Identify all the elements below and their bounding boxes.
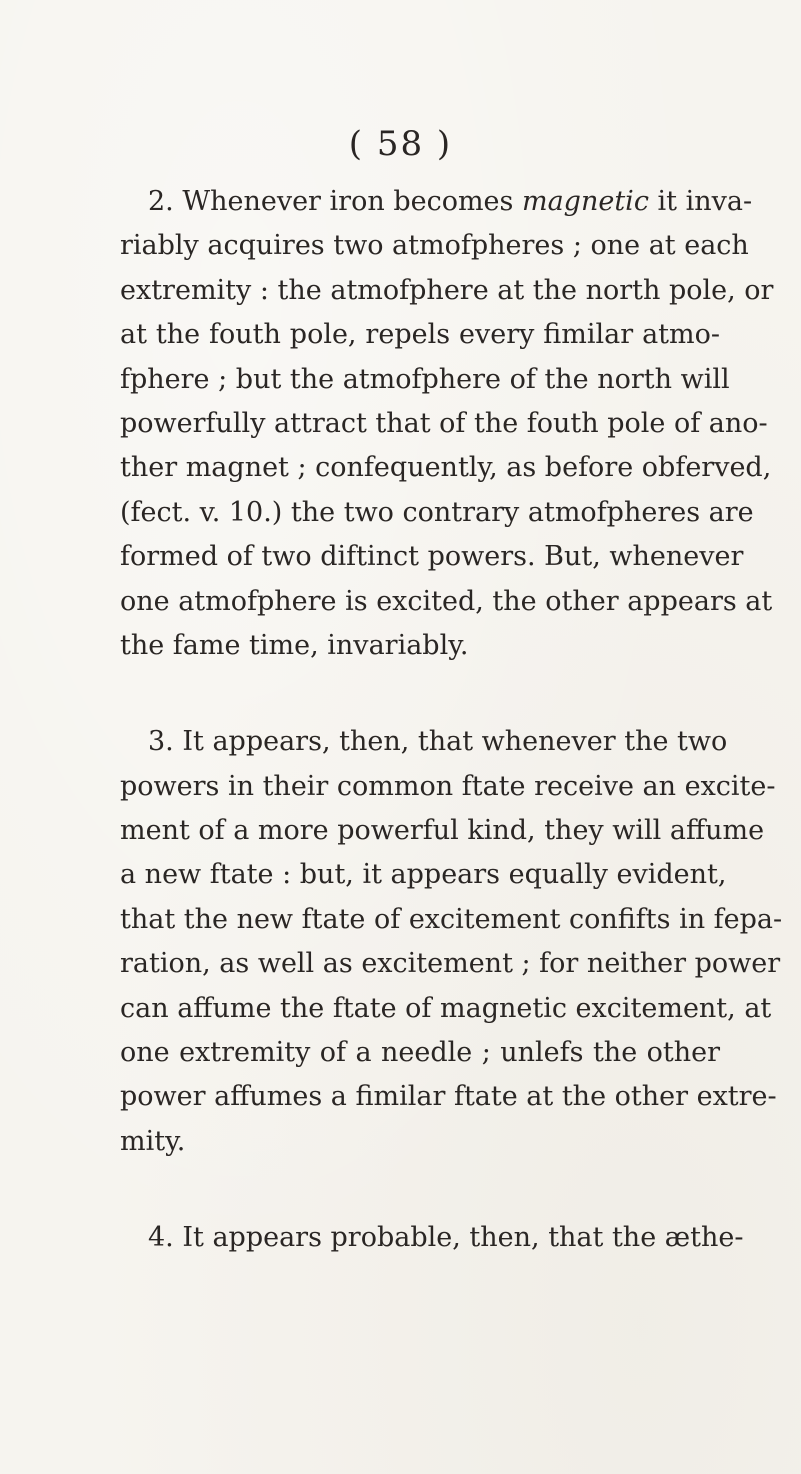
paragraph-4 bbox=[120, 1216, 744, 1260]
text-line: at the fouth pole, repels every fimilar atmo- bbox=[120, 319, 720, 351]
text-line: one atmofphere is excited, the other appears at bbox=[120, 585, 773, 617]
page-number: ( 58 ) bbox=[348, 124, 453, 164]
text-line: fphere ; but the atmofphere of the north will bbox=[120, 363, 730, 395]
text-line: 3. It appears, then, that whenever the two bbox=[148, 726, 728, 758]
text-line: a new ftate : but, it appears equally evident, bbox=[120, 859, 727, 891]
text-line: the fame time, invariably. bbox=[120, 629, 469, 661]
text-line: powers in their common ftate receive an excite- bbox=[120, 770, 776, 802]
text-line: ther magnet ; confequently, as before obferved, bbox=[120, 452, 772, 484]
paragraph-gap bbox=[120, 1164, 720, 1216]
paragraph-2 bbox=[120, 180, 774, 668]
text-line: power affumes a fimilar ftate at the other extre- bbox=[120, 1081, 777, 1113]
line-text: it inva- bbox=[648, 186, 753, 217]
paragraph-3 bbox=[120, 720, 783, 1164]
line-text: 2. Whenever iron becomes bbox=[148, 186, 522, 217]
text-line: powerfully attract that of the fouth pole of ano- bbox=[120, 407, 768, 439]
text-line: ment of a more powerful kind, they will affume bbox=[120, 815, 765, 847]
text-line: mity. bbox=[120, 1125, 186, 1157]
text-line: ration, as well as excitement ; for neither power bbox=[120, 948, 781, 980]
text-line: that the new ftate of excitement confifts in fepa- bbox=[120, 903, 783, 935]
text-line: riably acquires two atmofpheres ; one at each bbox=[120, 230, 749, 262]
text-line: can affume the ftate of magnetic excitement, at bbox=[120, 992, 772, 1024]
text-line: formed of two diftinct powers. But, whenever bbox=[120, 541, 744, 573]
text-line bbox=[120, 180, 753, 224]
text-line: 4. It appears probable, then, that the æthe- bbox=[148, 1222, 744, 1254]
text-line: (fect. v. 10.) the two contrary atmofpheres are bbox=[120, 496, 754, 528]
text-line: one extremity of a needle ; unlefs the other bbox=[120, 1037, 720, 1069]
paragraph-gap bbox=[120, 668, 720, 720]
body-text bbox=[120, 180, 783, 1261]
text-line: extremity : the atmofphere at the north pole, or bbox=[120, 274, 774, 306]
italic-term: magnetic bbox=[521, 186, 649, 217]
